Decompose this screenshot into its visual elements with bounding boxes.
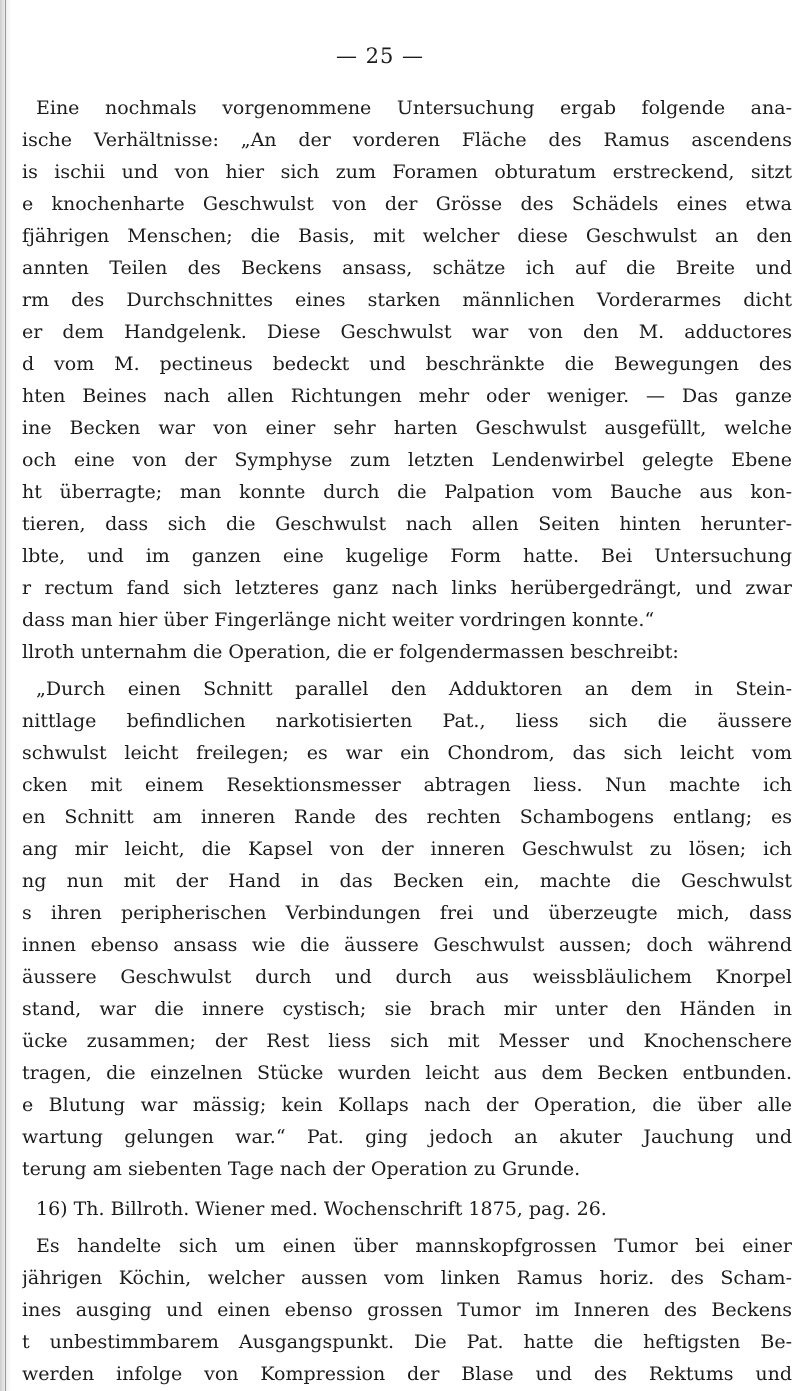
text-line: nittlage befindlichen narkotisierten Pat., liess sich die äussere	[22, 710, 792, 732]
text-line: e Blutung war mässig; kein Kollaps nach der Operation, die über alle	[22, 1094, 792, 1116]
text-line: Es handelte sich um einen über mannskopfgrossen Tumor bei einer	[36, 1235, 792, 1257]
paragraph	[22, 673, 792, 1185]
text-line: ines ausging und einen ebenso grossen Tumor im Inneren des Beckens	[22, 1299, 792, 1321]
text-line: schwulst leicht freilegen; es war ein Chondrom, das sich leicht vom	[22, 742, 792, 764]
text-line: r rectum fand sich letzteres ganz nach links herübergedrängt, und zwar	[22, 577, 792, 599]
page-number: — 25 —	[335, 44, 425, 68]
text-line: llroth unternahm die Operation, die er folgendermassen beschreibt:	[22, 641, 679, 663]
text-line: och eine von der Symphyse zum letzten Lendenwirbel gelegte Ebene	[22, 449, 792, 471]
text-line: tieren, dass sich die Geschwulst nach allen Seiten hinten herunter-	[22, 513, 792, 535]
text-line: äussere Geschwulst durch und durch aus weissbläulichem Knorpel	[22, 966, 792, 988]
text-line: werden infolge von Kompression der Blase und des Rektums und	[22, 1363, 792, 1385]
text-line: e knochenharte Geschwulst von der Grösse des Schädels eines etwa	[22, 193, 792, 215]
text-line: cken mit einem Resektionsmesser abtragen liess. Nun machte ich	[22, 774, 792, 796]
text-line: er dem Handgelenk. Diese Geschwulst war von den M. adductores	[22, 321, 792, 343]
text-line: d vom M. pectineus bedeckt und beschränkte die Bewegungen des	[22, 353, 792, 375]
text-line: Eine nochmals vorgenommene Untersuchung ergab folgende ana-	[36, 97, 792, 119]
text-line: ische Verhältnisse: „An der vorderen Fläche des Ramus ascendens	[22, 129, 792, 151]
text-line: hten Beines nach allen Richtungen mehr oder weniger. — Das ganze	[22, 385, 792, 407]
text-line: rm des Durchschnittes eines starken männlichen Vorderarmes dicht	[22, 289, 792, 311]
text-line: s ihren peripherischen Verbindungen frei und überzeugte mich, dass	[22, 902, 792, 924]
text-line: terung am siebenten Tage nach der Operation zu Grunde.	[22, 1158, 581, 1180]
text-line: lbte, und im ganzen eine kugelige Form hatte. Bei Untersuchung	[22, 545, 792, 567]
text-line: ücke zusammen; der Rest liess sich mit Messer und Knochenschere	[22, 1030, 792, 1052]
text-line: ng nun mit der Hand in das Becken ein, machte die Geschwulst	[22, 870, 792, 892]
text-line: en Schnitt am inneren Rande des rechten Schambogens entlang; es	[22, 806, 792, 828]
page-binding-edge	[0, 0, 12, 1391]
text-line: wartung gelungen war.“ Pat. ging jedoch an akuter Jauchung und	[22, 1126, 792, 1148]
body-text	[22, 92, 792, 1390]
text-line: fjährigen Menschen; die Basis, mit welcher diese Geschwulst an den	[22, 225, 792, 247]
text-line: ang mir leicht, die Kapsel von der inneren Geschwulst zu lösen; ich	[22, 838, 792, 860]
binding-line	[5, 0, 6, 1391]
text-line: 16) Th. Billroth. Wiener med. Wochenschrift 1875, pag. 26.	[36, 1198, 607, 1220]
text-line: is ischii und von hier sich zum Foramen obturatum erstreckend, sitzt	[22, 161, 792, 183]
reference-heading	[22, 1193, 792, 1225]
text-line: annten Teilen des Beckens ansass, schätze ich auf die Breite und	[22, 257, 792, 279]
paragraph	[22, 92, 792, 668]
text-line: innen ebenso ansass wie die äussere Geschwulst aussen; doch während	[22, 934, 792, 956]
text-line: dass man hier über Fingerlänge nicht weiter vordringen konnte.“	[22, 609, 655, 631]
text-line: jährigen Köchin, welcher aussen vom linken Ramus horiz. des Scham-	[22, 1267, 792, 1289]
text-line: stand, war die innere cystisch; sie brach mir unter den Händen in	[22, 998, 792, 1020]
paragraph	[22, 1230, 792, 1390]
text-line: t unbestimmbarem Ausgangspunkt. Die Pat. hatte die heftigsten Be-	[22, 1331, 792, 1353]
text-line: tragen, die einzelnen Stücke wurden leicht aus dem Becken entbunden.	[22, 1062, 792, 1084]
text-line: ht überragte; man konnte durch die Palpation vom Bauche aus kon-	[22, 481, 792, 503]
text-line: ine Becken war von einer sehr harten Geschwulst ausgefüllt, welche	[22, 417, 792, 439]
text-line: „Durch einen Schnitt parallel den Adduktoren an dem in Stein-	[36, 678, 792, 700]
